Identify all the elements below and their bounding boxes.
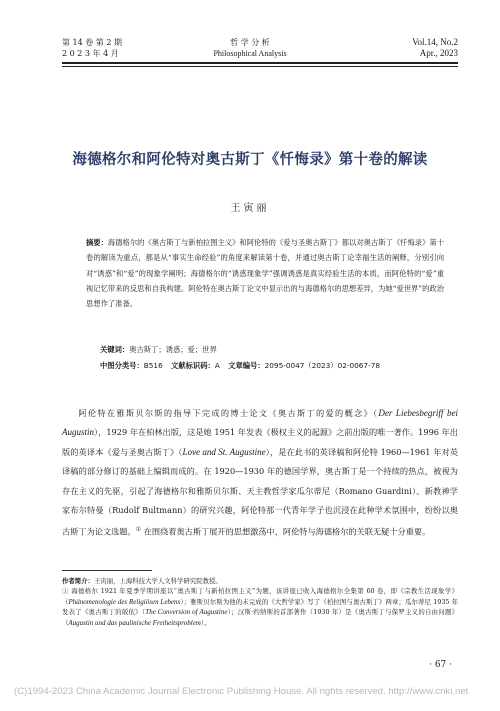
doc-value: A [214,361,220,370]
art-value: 2095-0047（2023）02-0067-78 [264,361,380,370]
body-text-run: 在围绕着奥古斯丁展开的思想激荡中，阿伦特与海德格尔的关联无疑十分重要。 [141,527,431,538]
header-volume-info-en [412,37,458,59]
keywords-label: 关键词： [100,345,130,354]
classification-line [100,361,386,371]
art-label: 文章编号： [228,361,265,370]
cls-label: 中图分类号： [100,361,144,370]
english-title: Love and St. Augustine [182,446,266,457]
footnote-rule [62,570,152,571]
page-number: · 67 · [429,660,452,670]
author-note [62,576,458,586]
article-author: 王寅丽 [230,203,270,214]
footnote-text: ① 海德格尔 1921 年夏季学期讲座以“奥古斯丁与新柏拉图主义”为题，该讲座已收入海德格尔全集第 60 卷，即《宗教生活现象学》（ [62,587,458,606]
abstract-label: 摘要： [86,238,108,247]
footnote-text: ）；雅斯贝尔斯为他的未完成的《大哲学家》写了《柏拉图与奥古斯丁》两章；瓜尔蒂尼 1935 年发表了《奥古斯丁的皈依》（ [62,597,459,617]
author-note-text: 王寅丽，上海科技大学人文科学研究院教授。 [93,577,222,585]
header-date: 2 0 2 3 年 4 月 [62,49,119,58]
footnote-ref[interactable]: ① [135,526,142,534]
abstract-text: 海德格尔的《奥古斯丁与新柏拉图主义》和阿伦特的《爱与圣奥古斯丁》都以对奥古斯丁《忏悔录》第十卷的解读为重点，都是从“事实生命经验”的角度来解读第十卷，并通过奥古斯丁论幸福生活的阐释，分别引向对“诱惑”和“爱”的现象学阐明；海德格尔的“诱惑现象学”强调诱惑是真实经验生活的本质，而阿伦特的“爱”重视记忆带来的反思和自我构建。阿伦特在奥古斯丁论文中显示出的与海德格尔的思想差异，为她“爱世界”的政治思想作了准备。 [86,238,444,309]
footnote-1 [62,586,458,628]
header-date-en: Apr., 2023 [419,48,458,58]
body-text-run: ），1929 年在柏林出版，这是她 1951 年发表《极权主义的起源》之前出版的唯一著作。1996 年出版的英译本《爱与圣奥古斯丁》（ [62,427,458,457]
abstract [86,235,444,311]
header-rule-thin [62,66,458,67]
header-volume: 第 14 卷 第 2 期 [62,38,122,47]
keywords-text: 奥古斯丁；诱惑；爱；世界 [129,345,217,354]
body-text-run: 阿伦特在雅斯贝尔斯的指导下完成的博士论文《奥古斯丁的爱的概念》（ [78,408,379,418]
cls-value: B516 [143,361,163,370]
footnote-text: ）。 [200,618,211,627]
footnote-text: ）；汉斯·约纳斯的首部著作（1930 年）是《奥古斯丁与保罗主义的自由问题》（ [62,608,458,627]
header-volume-en: Vol.14, No.2 [412,37,458,47]
article-title: 海德格尔和阿伦特对奥古斯丁《忏悔录》第十卷的解读 [72,152,428,168]
footnote-italic-title: Augustin und das paulinische Freiheitsproblem [68,618,201,627]
doc-label: 文献标识码： [171,361,215,370]
body-text [62,404,458,543]
body-text-run: ），是在此书的英译稿和阿伦特 1960—1961 年对英译稿的部分修订的基础上编辑而成的。在 1920—1930 年的德国学界，奥古斯丁是一个持续的热点，被视为存在主义的先驱，引起了海德格尔和雅斯贝尔斯、天主教哲学家瓜尔蒂尼（Romano Guardini）、新教神学家布尔特曼（Rudolf Bultmann）的研究兴趣，阿伦特那一代青年学子也沉浸在此种学术氛围中，纷纷以奥古斯丁为论文选题。 [62,446,459,538]
copyright-watermark: (C)1994-2023 China Academic Journal Electronic Publishing House. All rights reserved. http://www.cnki.net [14,686,469,697]
german-title: Der Liebesbegriff bei Augustin [62,408,458,438]
journal-title-en: Philosophical Analysis [213,49,287,58]
keywords [100,345,217,355]
body-paragraph [62,404,458,543]
header-rule [62,62,458,64]
footnotes [62,576,458,628]
journal-title-cn: 哲 学 分 析 [230,38,270,47]
author-note-label: 作者简介： [62,577,94,585]
footnote-italic-title: Phänomenologie des Religiösen Lebens [68,597,181,606]
footnote-italic-title: The Conversion of Augustine [145,608,228,617]
